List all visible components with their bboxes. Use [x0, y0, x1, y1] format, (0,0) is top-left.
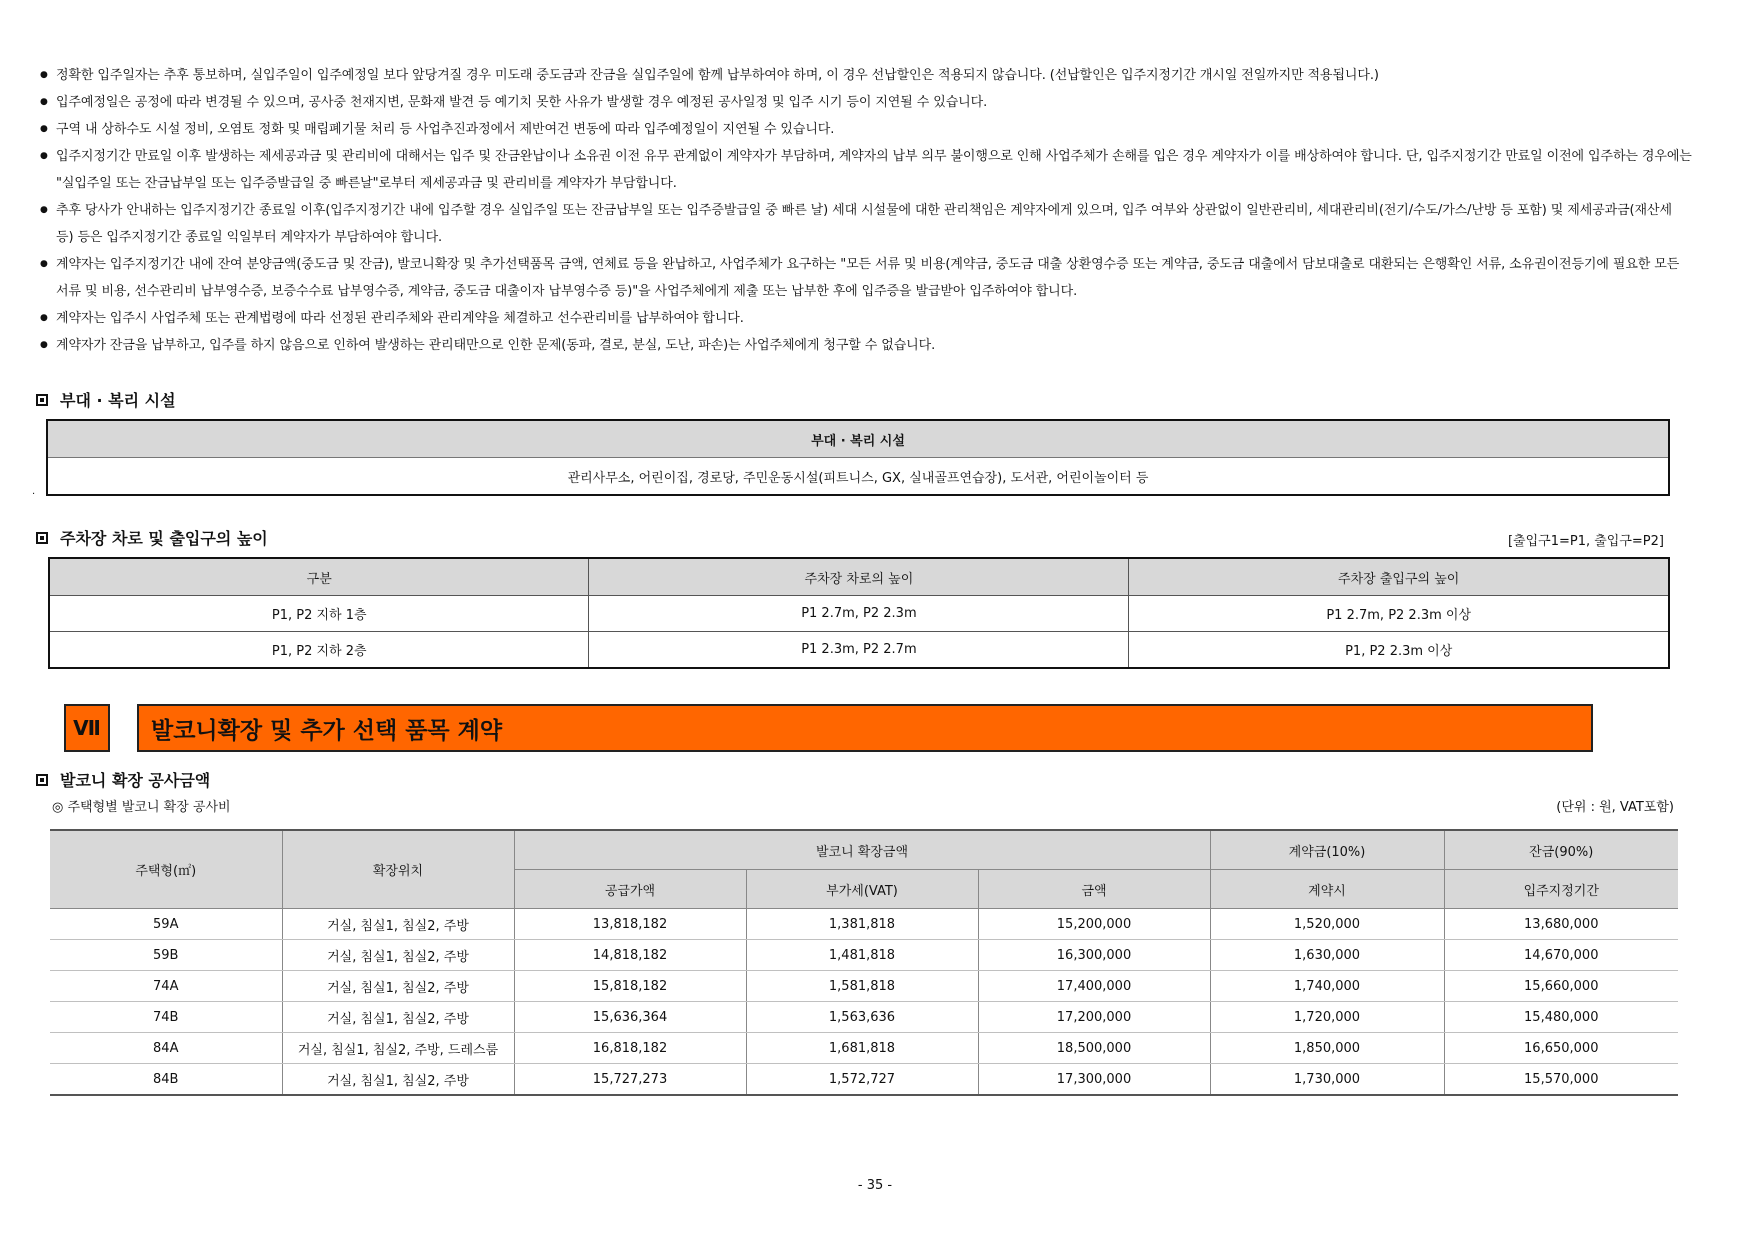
balcony-subheading: ◎ 주택형별 발코니 확장 공사비 — [52, 800, 231, 815]
table-cell: P1 2.3m, P2 2.7m — [589, 632, 1129, 669]
table-cell: 1,740,000 — [1210, 971, 1444, 1002]
square-bullet-icon — [36, 774, 48, 786]
table-cell: P1, P2 지하 1층 — [49, 596, 589, 632]
header-balance-group: 잔금(90%) — [1444, 830, 1678, 870]
table-cell: 1,581,818 — [746, 971, 978, 1002]
notice-item: ● 정확한 입주일자는 추후 통보하며, 실입주일이 입주예정일 보다 앞당겨질 경우 미도래 중도금과 잔금을 실입주일에 함께 납부하여야 하며, 이 경우 선납할인은 적용되지 않습니다. (선납할인은 입주지정기간 개시일 전일까지만 적용됩니다.) — [40, 62, 1692, 89]
table-cell: 1,381,818 — [746, 909, 978, 940]
table-row — [50, 1064, 1678, 1096]
table-cell: 16,650,000 — [1444, 1033, 1678, 1064]
table-row — [50, 940, 1678, 971]
table-cell: 1,630,000 — [1210, 940, 1444, 971]
table-cell: 84A — [50, 1033, 282, 1064]
facilities-table-value: 관리사무소, 어린이집, 경로당, 주민운동시설(피트니스, GX, 실내골프연습장), 도서관, 어린이놀이터 등 — [567, 470, 1149, 486]
table-cell: 15,570,000 — [1444, 1064, 1678, 1096]
table-cell: 1,520,000 — [1210, 909, 1444, 940]
page-number: - 35 - — [857, 1178, 893, 1193]
chapter-number: Ⅶ — [64, 704, 110, 752]
footnote-dot: . — [32, 486, 36, 497]
table-cell: 74B — [50, 1002, 282, 1033]
table-row — [50, 909, 1678, 940]
parking-header-lane-height: 주차장 차로의 높이 — [589, 558, 1129, 596]
table-cell: 1,481,818 — [746, 940, 978, 971]
table-cell: 거실, 침실1, 침실2, 주방 — [282, 909, 514, 940]
table-cell: 거실, 침실1, 침실2, 주방, 드레스룸 — [282, 1033, 514, 1064]
header-vat: 부가세(VAT) — [746, 870, 978, 909]
table-cell: 59B — [50, 940, 282, 971]
table-cell: P1 2.7m, P2 2.3m — [589, 596, 1129, 632]
table-cell: 15,727,273 — [514, 1064, 746, 1096]
table-cell: 거실, 침실1, 침실2, 주방 — [282, 1064, 514, 1096]
facilities-table — [46, 419, 1670, 496]
table-cell: 15,636,364 — [514, 1002, 746, 1033]
table-cell: 84B — [50, 1064, 282, 1096]
facilities-heading-text: 부대 · 복리 시설 — [60, 391, 176, 410]
table-cell: 18,500,000 — [978, 1033, 1210, 1064]
table-cell: 1,730,000 — [1210, 1064, 1444, 1096]
table-cell: 15,200,000 — [978, 909, 1210, 940]
balcony-heading-text: 발코니 확장 공사금액 — [60, 771, 211, 790]
header-deposit-sub: 계약시 — [1210, 870, 1444, 909]
notice-item: ● 계약자는 입주시 사업주체 또는 관계법령에 따라 선정된 관리주체와 관리계약을 체결하고 선수관리비를 납부하여야 합니다. — [40, 305, 1692, 332]
table-cell: 13,818,182 — [514, 909, 746, 940]
table-row — [49, 632, 1669, 669]
table-cell: 17,300,000 — [978, 1064, 1210, 1096]
notice-item: ● 추후 당사가 안내하는 입주지정기간 종료일 이후(입주지정기간 내에 입주할 경우 실입주일 또는 잔금납부일 또는 입주증발급일 중 빠른 날) 세대 시설물에 대한 관리책임은 계약자에게 있으며, 입주 여부와 상관없이 일반관리비, 세대관리비(전기/수도/가스/난방 등 포함) 및 제세공과금(재산세 등) 등은 입주지정기간 종료일 익일부터 계약자가 부담하여야 합니다. — [40, 197, 1692, 251]
table-cell: 15,660,000 — [1444, 971, 1678, 1002]
header-amount-group: 발코니 확장금액 — [514, 830, 1210, 870]
header-total: 금액 — [978, 870, 1210, 909]
table-cell: 1,720,000 — [1210, 1002, 1444, 1033]
table-cell: 15,480,000 — [1444, 1002, 1678, 1033]
notice-list — [40, 62, 1692, 359]
table-cell: 15,818,182 — [514, 971, 746, 1002]
header-type: 주택형(㎡) — [50, 830, 282, 909]
parking-heading-text: 주차장 차로 및 출입구의 높이 — [60, 529, 268, 548]
table-cell: 13,680,000 — [1444, 909, 1678, 940]
table-row — [50, 971, 1678, 1002]
parking-note: [출입구1=P1, 출입구=P2] — [1507, 534, 1664, 549]
table-cell: 1,563,636 — [746, 1002, 978, 1033]
notice-item: ● 계약자는 입주지정기간 내에 잔여 분양금액(중도금 및 잔금), 발코니확장 및 추가선택품목 금액, 연체료 등을 완납하고, 사업주체가 요구하는 "모든 서류 및 비용(계약금, 중도금 대출 상환영수증 또는 계약금, 중도금 대출에서 담보대출로 대환되는 은행확인 서류, 소유권이전등기에 필요한 모든 서류 및 비용, 선수관리비 납부영수증, 보증수수료 납부영수증, 계약금, 중도금 대출이자 납부영수증 등)"을 사업주체에게 제출 또는 납부한 후에 입주증을 발급받아 입주하여야 합니다. — [40, 251, 1692, 305]
table-cell: P1, P2 2.3m 이상 — [1129, 632, 1669, 669]
header-balance-sub: 입주지정기간 — [1444, 870, 1678, 909]
table-cell: 14,818,182 — [514, 940, 746, 971]
table-cell: 74A — [50, 971, 282, 1002]
facilities-table-header: 부대 · 복리 시설 — [47, 420, 1669, 458]
table-cell: 17,200,000 — [978, 1002, 1210, 1033]
parking-table — [48, 557, 1670, 669]
parking-header-entrance-height: 주차장 출입구의 높이 — [1129, 558, 1669, 596]
balcony-heading — [36, 768, 210, 791]
chapter-title: 발코니확장 및 추가 선택 품목 계약 — [137, 704, 1593, 752]
parking-header-category: 구분 — [49, 558, 589, 596]
table-cell: 1,850,000 — [1210, 1033, 1444, 1064]
facilities-heading — [36, 388, 176, 411]
table-cell: P1, P2 지하 2층 — [49, 632, 589, 669]
notice-item: ● 입주지정기간 만료일 이후 발생하는 제세공과금 및 관리비에 대해서는 입주 및 잔금완납이나 소유권 이전 유무 관계없이 계약자가 부담하며, 계약자의 납부 의무 불이행으로 인해 사업주체가 손해를 입은 경우 계약자가 이를 배상하여야 합니다. 단, 입주지정기간 만료일 이전에 입주하는 경우에는 "실입주일 또는 잔금납부일 또는 입주증발급일 중 빠른날"로부터 제세공과금 및 관리비를 계약자가 부담합니다. — [40, 143, 1692, 197]
table-row — [50, 1033, 1678, 1064]
header-location: 확장위치 — [282, 830, 514, 909]
table-cell: 16,818,182 — [514, 1033, 746, 1064]
square-bullet-icon — [36, 532, 48, 544]
unit-note: (단위 : 원, VAT포함) — [1556, 800, 1674, 815]
table-cell: 59A — [50, 909, 282, 940]
header-supply: 공급가액 — [514, 870, 746, 909]
table-cell: 거실, 침실1, 침실2, 주방 — [282, 971, 514, 1002]
table-cell: 거실, 침실1, 침실2, 주방 — [282, 1002, 514, 1033]
table-cell: 14,670,000 — [1444, 940, 1678, 971]
notice-item: ● 구역 내 상하수도 시설 정비, 오염토 정화 및 매립폐기물 처리 등 사업추진과정에서 제반여건 변동에 따라 입주예정일이 지연될 수 있습니다. — [40, 116, 1692, 143]
parking-heading — [36, 526, 268, 549]
notice-item: ● 입주예정일은 공정에 따라 변경될 수 있으며, 공사중 천재지변, 문화재 발견 등 예기치 못한 사유가 발생할 경우 예정된 공사일정 및 입주 시기 등이 지연될 수 있습니다. — [40, 89, 1692, 116]
table-cell: 16,300,000 — [978, 940, 1210, 971]
table-cell: 1,681,818 — [746, 1033, 978, 1064]
table-row — [50, 1002, 1678, 1033]
header-deposit-group: 계약금(10%) — [1210, 830, 1444, 870]
table-cell: P1 2.7m, P2 2.3m 이상 — [1129, 596, 1669, 632]
table-cell: 17,400,000 — [978, 971, 1210, 1002]
table-cell: 거실, 침실1, 침실2, 주방 — [282, 940, 514, 971]
table-cell: 1,572,727 — [746, 1064, 978, 1096]
balcony-price-table — [50, 829, 1678, 1096]
square-bullet-icon — [36, 394, 48, 406]
table-row — [49, 596, 1669, 632]
notice-item: ● 계약자가 잔금을 납부하고, 입주를 하지 않음으로 인하여 발생하는 관리태만으로 인한 문제(동파, 결로, 분실, 도난, 파손)는 사업주체에게 청구할 수 없습니다. — [40, 332, 1692, 359]
